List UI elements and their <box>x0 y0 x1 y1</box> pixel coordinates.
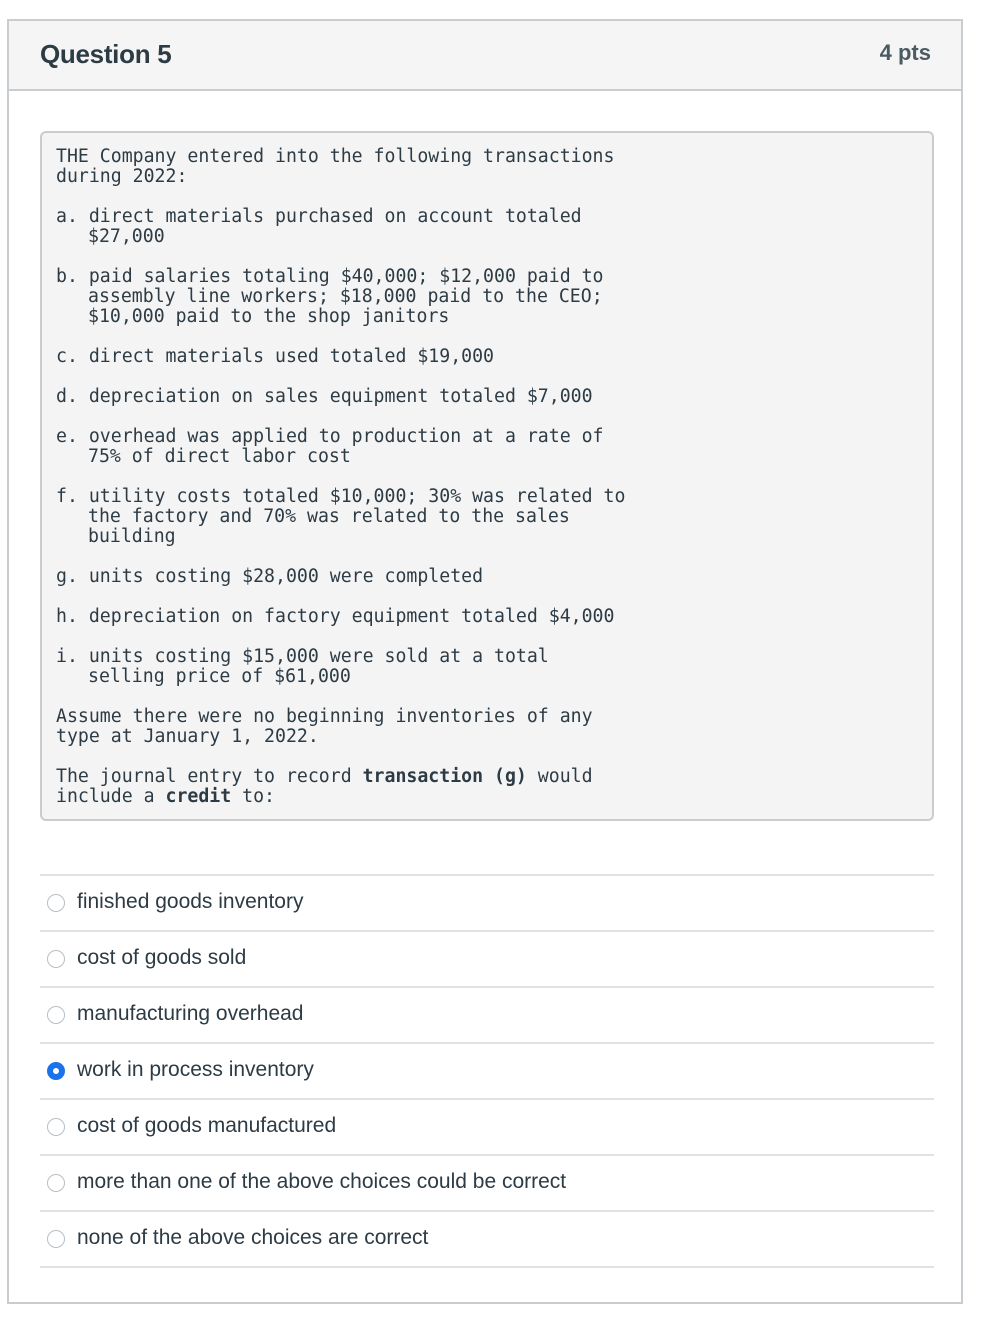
prompt-question-part2: would include a <box>56 766 593 807</box>
answer-label[interactable]: none of the above choices are correct <box>77 1226 429 1249</box>
prompt-question-part1: The journal entry to record <box>56 766 363 787</box>
answer-label[interactable]: work in process inventory <box>77 1058 314 1081</box>
transaction-g: g. units costing $28,000 were completed <box>56 566 484 587</box>
question-points: 4 pts <box>879 40 931 65</box>
answer-option[interactable] <box>40 930 934 986</box>
radio-button[interactable] <box>47 1174 65 1192</box>
prompt-question-transaction: transaction (g) <box>362 766 527 787</box>
answer-option[interactable] <box>40 986 934 1042</box>
transaction-i: i. units costing $15,000 were sold at a total selling price of $61,000 <box>56 646 549 687</box>
radio-button[interactable] <box>47 894 65 912</box>
answer-label[interactable]: cost of goods sold <box>77 946 247 969</box>
answer-option-selected[interactable] <box>40 1042 934 1098</box>
prompt-question-part3: to: <box>231 786 276 807</box>
prompt-question-credit: credit <box>165 786 232 807</box>
question-title: Question 5 <box>40 39 172 69</box>
transaction-h: h. depreciation on factory equipment totaled $4,000 <box>56 606 615 627</box>
transaction-b: b. paid salaries totaling $40,000; $12,000 paid to assembly line workers; $18,000 paid to the CEO; $10,000 paid to the shop janitors <box>56 266 604 327</box>
radio-button[interactable] <box>47 1006 65 1024</box>
answer-label[interactable]: finished goods inventory <box>77 890 304 913</box>
transaction-a: a. direct materials purchased on account totaled $27,000 <box>56 206 582 247</box>
answer-label[interactable]: manufacturing overhead <box>77 1002 304 1025</box>
radio-button[interactable] <box>47 1118 65 1136</box>
transaction-d: d. depreciation on sales equipment totaled $7,000 <box>56 386 593 407</box>
question-prompt <box>40 131 934 821</box>
answer-option[interactable] <box>40 874 934 930</box>
answer-list <box>40 874 934 1268</box>
answer-label[interactable]: more than one of the above choices could be correct <box>77 1170 567 1193</box>
radio-button-selected[interactable] <box>47 1062 65 1080</box>
question-header <box>9 21 961 91</box>
answer-option[interactable] <box>40 1098 934 1154</box>
transaction-f: f. utility costs totaled $10,000; 30% was related to the factory and 70% was related to the sales building <box>56 486 626 547</box>
answer-option[interactable] <box>40 1154 934 1210</box>
transaction-c: c. direct materials used totaled $19,000 <box>56 346 494 367</box>
prompt-intro: THE Company entered into the following transactions during 2022: <box>56 146 615 187</box>
answer-option[interactable] <box>40 1210 934 1268</box>
prompt-assumption: Assume there were no beginning inventories of any type at January 1, 2022. <box>56 706 593 747</box>
question-card <box>7 19 963 1304</box>
radio-button[interactable] <box>47 950 65 968</box>
answer-label[interactable]: cost of goods manufactured <box>77 1114 337 1137</box>
radio-button[interactable] <box>47 1230 65 1248</box>
prompt-question <box>56 767 932 807</box>
transaction-e: e. overhead was applied to production at a rate of 75% of direct labor cost <box>56 426 604 467</box>
